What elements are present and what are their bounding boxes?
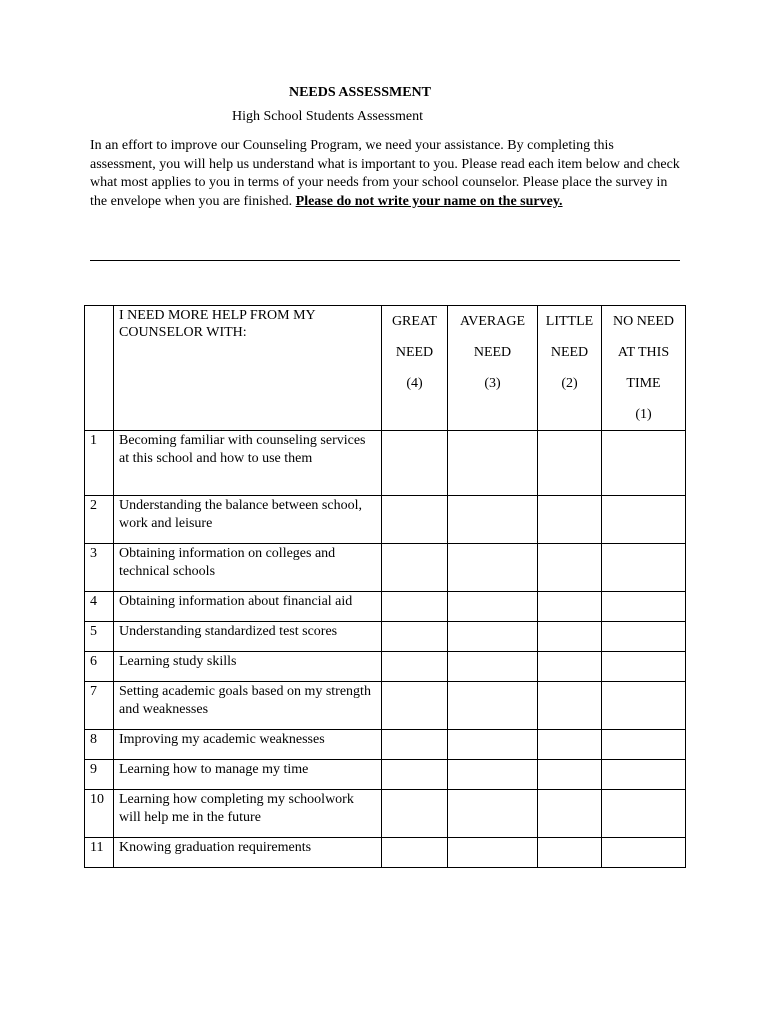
great-need-checkbox-cell[interactable] [382,431,448,496]
header-noneed-line2: AT THIS [617,345,670,360]
average-need-checkbox-cell[interactable] [448,760,538,790]
header-great-line1: GREAT [391,314,438,329]
row-number: 10 [85,790,114,838]
row-item-text: Knowing graduation requirements [114,838,382,868]
header-noneed-line1: NO NEED [612,314,675,329]
average-need-checkbox-cell[interactable] [448,496,538,544]
header-noneed-line3: TIME [626,376,661,391]
header-little-line3: (2) [561,376,578,391]
little-need-checkbox-cell[interactable] [538,760,602,790]
header-number-cell [85,306,114,431]
average-need-checkbox-cell[interactable] [448,592,538,622]
average-need-checkbox-cell[interactable] [448,730,538,760]
table-row [85,652,686,682]
little-need-checkbox-cell[interactable] [538,544,602,592]
no-need-checkbox-cell[interactable] [602,496,686,544]
row-number: 3 [85,544,114,592]
row-number: 8 [85,730,114,760]
no-need-checkbox-cell[interactable] [602,682,686,730]
row-item-text: Becoming familiar with counseling services at this school and how to use them [114,431,382,496]
row-item-text: Learning study skills [114,652,382,682]
row-item-text: Setting academic goals based on my strength and weaknesses [114,682,382,730]
little-need-checkbox-cell[interactable] [538,652,602,682]
header-no-need [602,306,686,431]
little-need-checkbox-cell[interactable] [538,431,602,496]
table-row [85,622,686,652]
divider-line [90,260,680,261]
average-need-checkbox-cell[interactable] [448,431,538,496]
row-item-text: Obtaining information about financial aid [114,592,382,622]
header-great-line3: (4) [406,376,423,391]
great-need-checkbox-cell[interactable] [382,682,448,730]
table-row [85,730,686,760]
no-need-checkbox-cell[interactable] [602,838,686,868]
row-number: 1 [85,431,114,496]
needs-table [84,305,686,868]
great-need-checkbox-cell[interactable] [382,652,448,682]
great-need-checkbox-cell[interactable] [382,544,448,592]
row-item-text: Learning how to manage my time [114,760,382,790]
row-number: 11 [85,838,114,868]
little-need-checkbox-cell[interactable] [538,622,602,652]
little-need-checkbox-cell[interactable] [538,790,602,838]
header-little-line2: NEED [550,345,589,360]
average-need-checkbox-cell[interactable] [448,622,538,652]
no-need-checkbox-cell[interactable] [602,592,686,622]
great-need-checkbox-cell[interactable] [382,838,448,868]
no-need-checkbox-cell[interactable] [602,652,686,682]
little-need-checkbox-cell[interactable] [538,592,602,622]
no-need-checkbox-cell[interactable] [602,431,686,496]
row-number: 6 [85,652,114,682]
table-row [85,592,686,622]
row-number: 9 [85,760,114,790]
header-average-line1: AVERAGE [459,314,526,329]
little-need-checkbox-cell[interactable] [538,730,602,760]
great-need-checkbox-cell[interactable] [382,760,448,790]
header-noneed-line4: (1) [635,407,652,422]
table-header-row [85,306,686,431]
header-average-line2: NEED [473,345,512,360]
row-number: 2 [85,496,114,544]
header-great-need [382,306,448,431]
little-need-checkbox-cell[interactable] [538,838,602,868]
average-need-checkbox-cell[interactable] [448,682,538,730]
average-need-checkbox-cell[interactable] [448,652,538,682]
intro-paragraph [90,137,680,211]
table-row [85,682,686,730]
no-need-checkbox-cell[interactable] [602,622,686,652]
table-row [85,790,686,838]
header-prompt: I NEED MORE HELP FROM MY COUNSELOR WITH: [114,306,382,431]
row-item-text: Improving my academic weaknesses [114,730,382,760]
no-need-checkbox-cell[interactable] [602,544,686,592]
no-need-checkbox-cell[interactable] [602,790,686,838]
average-need-checkbox-cell[interactable] [448,790,538,838]
table-row [85,431,686,496]
great-need-checkbox-cell[interactable] [382,622,448,652]
intro-text: In an effort to improve our Counseling Program, we need your assistance. By completing this assessment, you will help us understand what is important to you. Please read each item below and check what most applies to you in terms of your needs from your school counselor. Please place the survey in the envelope when you are finished. [90,138,680,209]
great-need-checkbox-cell[interactable] [382,790,448,838]
header-little-need [538,306,602,431]
table-row [85,496,686,544]
row-number: 4 [85,592,114,622]
header-average-need [448,306,538,431]
no-need-checkbox-cell[interactable] [602,730,686,760]
header-little-line1: LITTLE [545,314,594,329]
average-need-checkbox-cell[interactable] [448,838,538,868]
little-need-checkbox-cell[interactable] [538,682,602,730]
table-row [85,544,686,592]
average-need-checkbox-cell[interactable] [448,544,538,592]
table-row [85,760,686,790]
document-title: NEEDS ASSESSMENT [288,85,431,100]
great-need-checkbox-cell[interactable] [382,730,448,760]
row-item-text: Understanding standardized test scores [114,622,382,652]
row-number: 5 [85,622,114,652]
row-number: 7 [85,682,114,730]
intro-emphasis: Please do not write your name on the survey. [295,193,563,209]
great-need-checkbox-cell[interactable] [382,496,448,544]
header-average-line3: (3) [484,376,501,391]
header-great-line2: NEED [395,345,434,360]
document-subtitle: High School Students Assessment [232,109,423,124]
row-item-text: Learning how completing my schoolwork will help me in the future [114,790,382,838]
table-row [85,838,686,868]
no-need-checkbox-cell[interactable] [602,760,686,790]
little-need-checkbox-cell[interactable] [538,496,602,544]
great-need-checkbox-cell[interactable] [382,592,448,622]
row-item-text: Understanding the balance between school, work and leisure [114,496,382,544]
row-item-text: Obtaining information on colleges and technical schools [114,544,382,592]
